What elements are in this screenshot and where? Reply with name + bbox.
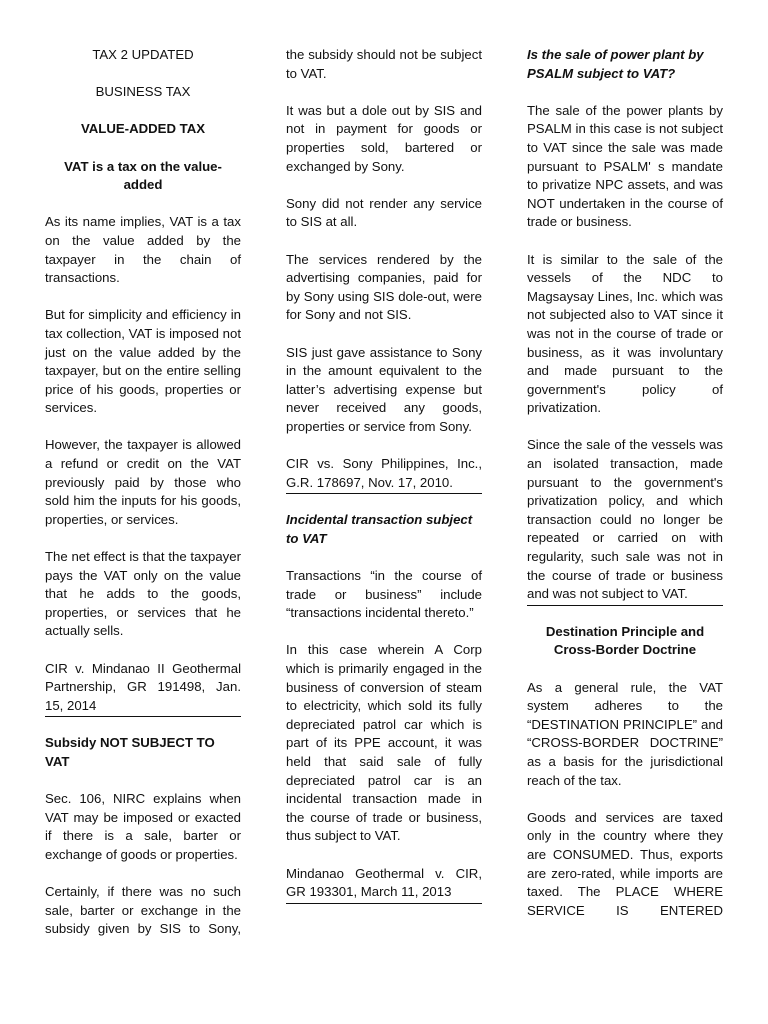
column-3 bbox=[527, 46, 723, 939]
paragraph: Transactions “in the course of trade or business” include “transactions incidental thereto.” bbox=[286, 568, 482, 621]
column-1 bbox=[45, 46, 241, 958]
paragraph: Sec. 106, NIRC explains when VAT may be imposed or exacted if there is a sale, barter or exchange of goods or properties. bbox=[45, 791, 241, 862]
paragraph: However, the taxpayer is allowed a refund or credit on the VAT previously paid by those who sold him the inputs for his goods, properties, or services. bbox=[45, 437, 241, 527]
paragraph: The services rendered by the advertising companies, paid for by Sony using SIS dole-out, were for Sony and not SIS. bbox=[286, 251, 482, 323]
paragraph: The net effect is that the taxpayer pays the VAT only on the value that he adds to the goods, properties, or services that he actually sells. bbox=[45, 549, 241, 639]
paragraph: Sony did not render any service to SIS at all. bbox=[286, 195, 482, 230]
paragraph: As its name implies, VAT is a tax on the value added by the taxpayer in the chain of transactions. bbox=[45, 214, 241, 286]
case-citation: Mindanao Geothermal v. CIR, GR 193301, March 11, 2013 bbox=[286, 865, 482, 900]
paragraph: But for simplicity and efficiency in tax collection, VAT is imposed not just on the value added by the taxpayer, but on the entire selling price of his goods, properties or services. bbox=[45, 307, 241, 416]
divider bbox=[45, 716, 241, 717]
paragraph: Certainly, if there was no such sale, barter or exchange in the subsidy given by SIS to Sony, bbox=[45, 884, 241, 937]
paragraph: In this case wherein A Corp which is primarily engaged in the business of conversion of steam to electricity, which sold its fully depreciated patrol car which is part of its PPE account, it was held that said sale of fully depreciated patrol car is an incidental transaction made in the course of trade or business, thus subject to VAT. bbox=[286, 642, 482, 844]
heading-subsidy: Subsidy NOT SUBJECT TO VAT bbox=[45, 735, 215, 769]
heading-psalm-question: Is the sale of power plant by PSALM subject to VAT? bbox=[527, 47, 704, 81]
paragraph: Since the sale of the vessels was an isolated transaction, made pursuant to the government's privatization policy, and which transaction could no longer be repeated or carried on with regularity, such sale was not in the course of trade or business and was not subject to VAT. bbox=[527, 437, 723, 602]
paragraph: SIS just gave assistance to Sony in the amount equivalent to the latter’s advertising expense but never received any goods, properties or service from Sony. bbox=[286, 344, 482, 434]
paragraph: As a general rule, the VAT system adheres to the “DESTINATION PRINCIPLE” and “CROSS-BORDER DOCTRINE” as a basis for the jurisdictional reach of the tax. bbox=[527, 679, 723, 788]
paragraph: It was but a dole out by SIS and not in payment for goods or properties sold, bartered or exchanged by Sony. bbox=[286, 102, 482, 174]
paragraph: the subsidy should not be subject to VAT. bbox=[286, 47, 482, 81]
case-citation: CIR v. Mindanao II Geothermal Partnership, GR 191498, Jan. 15, 2014 bbox=[45, 660, 241, 713]
divider bbox=[286, 493, 482, 494]
heading-destination-principle: Destination Principle and Cross-Border Doctrine bbox=[545, 623, 705, 658]
divider bbox=[527, 605, 723, 606]
heading-vat-definition: VAT is a tax on the value-added bbox=[64, 158, 222, 193]
heading-incidental-transaction: Incidental transaction subject to VAT bbox=[286, 512, 473, 546]
section-title: BUSINESS TAX bbox=[95, 84, 191, 100]
paragraph: Goods and services are taxed only in the country where they are CONSUMED. Thus, exports are zero-rated, while imports are taxed. The PLACE WHERE SERVICE IS ENTERED bbox=[527, 809, 723, 918]
document-title: TAX 2 UPDATED bbox=[92, 47, 194, 62]
column-2 bbox=[286, 46, 482, 921]
subsection-title: VALUE-ADDED TAX bbox=[80, 121, 206, 137]
case-citation: CIR vs. Sony Philippines, Inc., G.R. 178697, Nov. 17, 2010. bbox=[286, 456, 482, 490]
paragraph: It is similar to the sale of the vessels of the NDC to Magsaysay Lines, Inc. which was not subjected also to VAT since it was not in the course of trade or business, as it was involuntary and made pursuant to the government's policy of privatization. bbox=[527, 251, 723, 416]
divider bbox=[286, 903, 482, 904]
paragraph: The sale of the power plants by PSALM in this case is not subject to VAT since the sale was made pursuant to PSALM' s mandate to privatize NPC assets, and was NOT undertaken in the course of trade or business. bbox=[527, 102, 723, 230]
